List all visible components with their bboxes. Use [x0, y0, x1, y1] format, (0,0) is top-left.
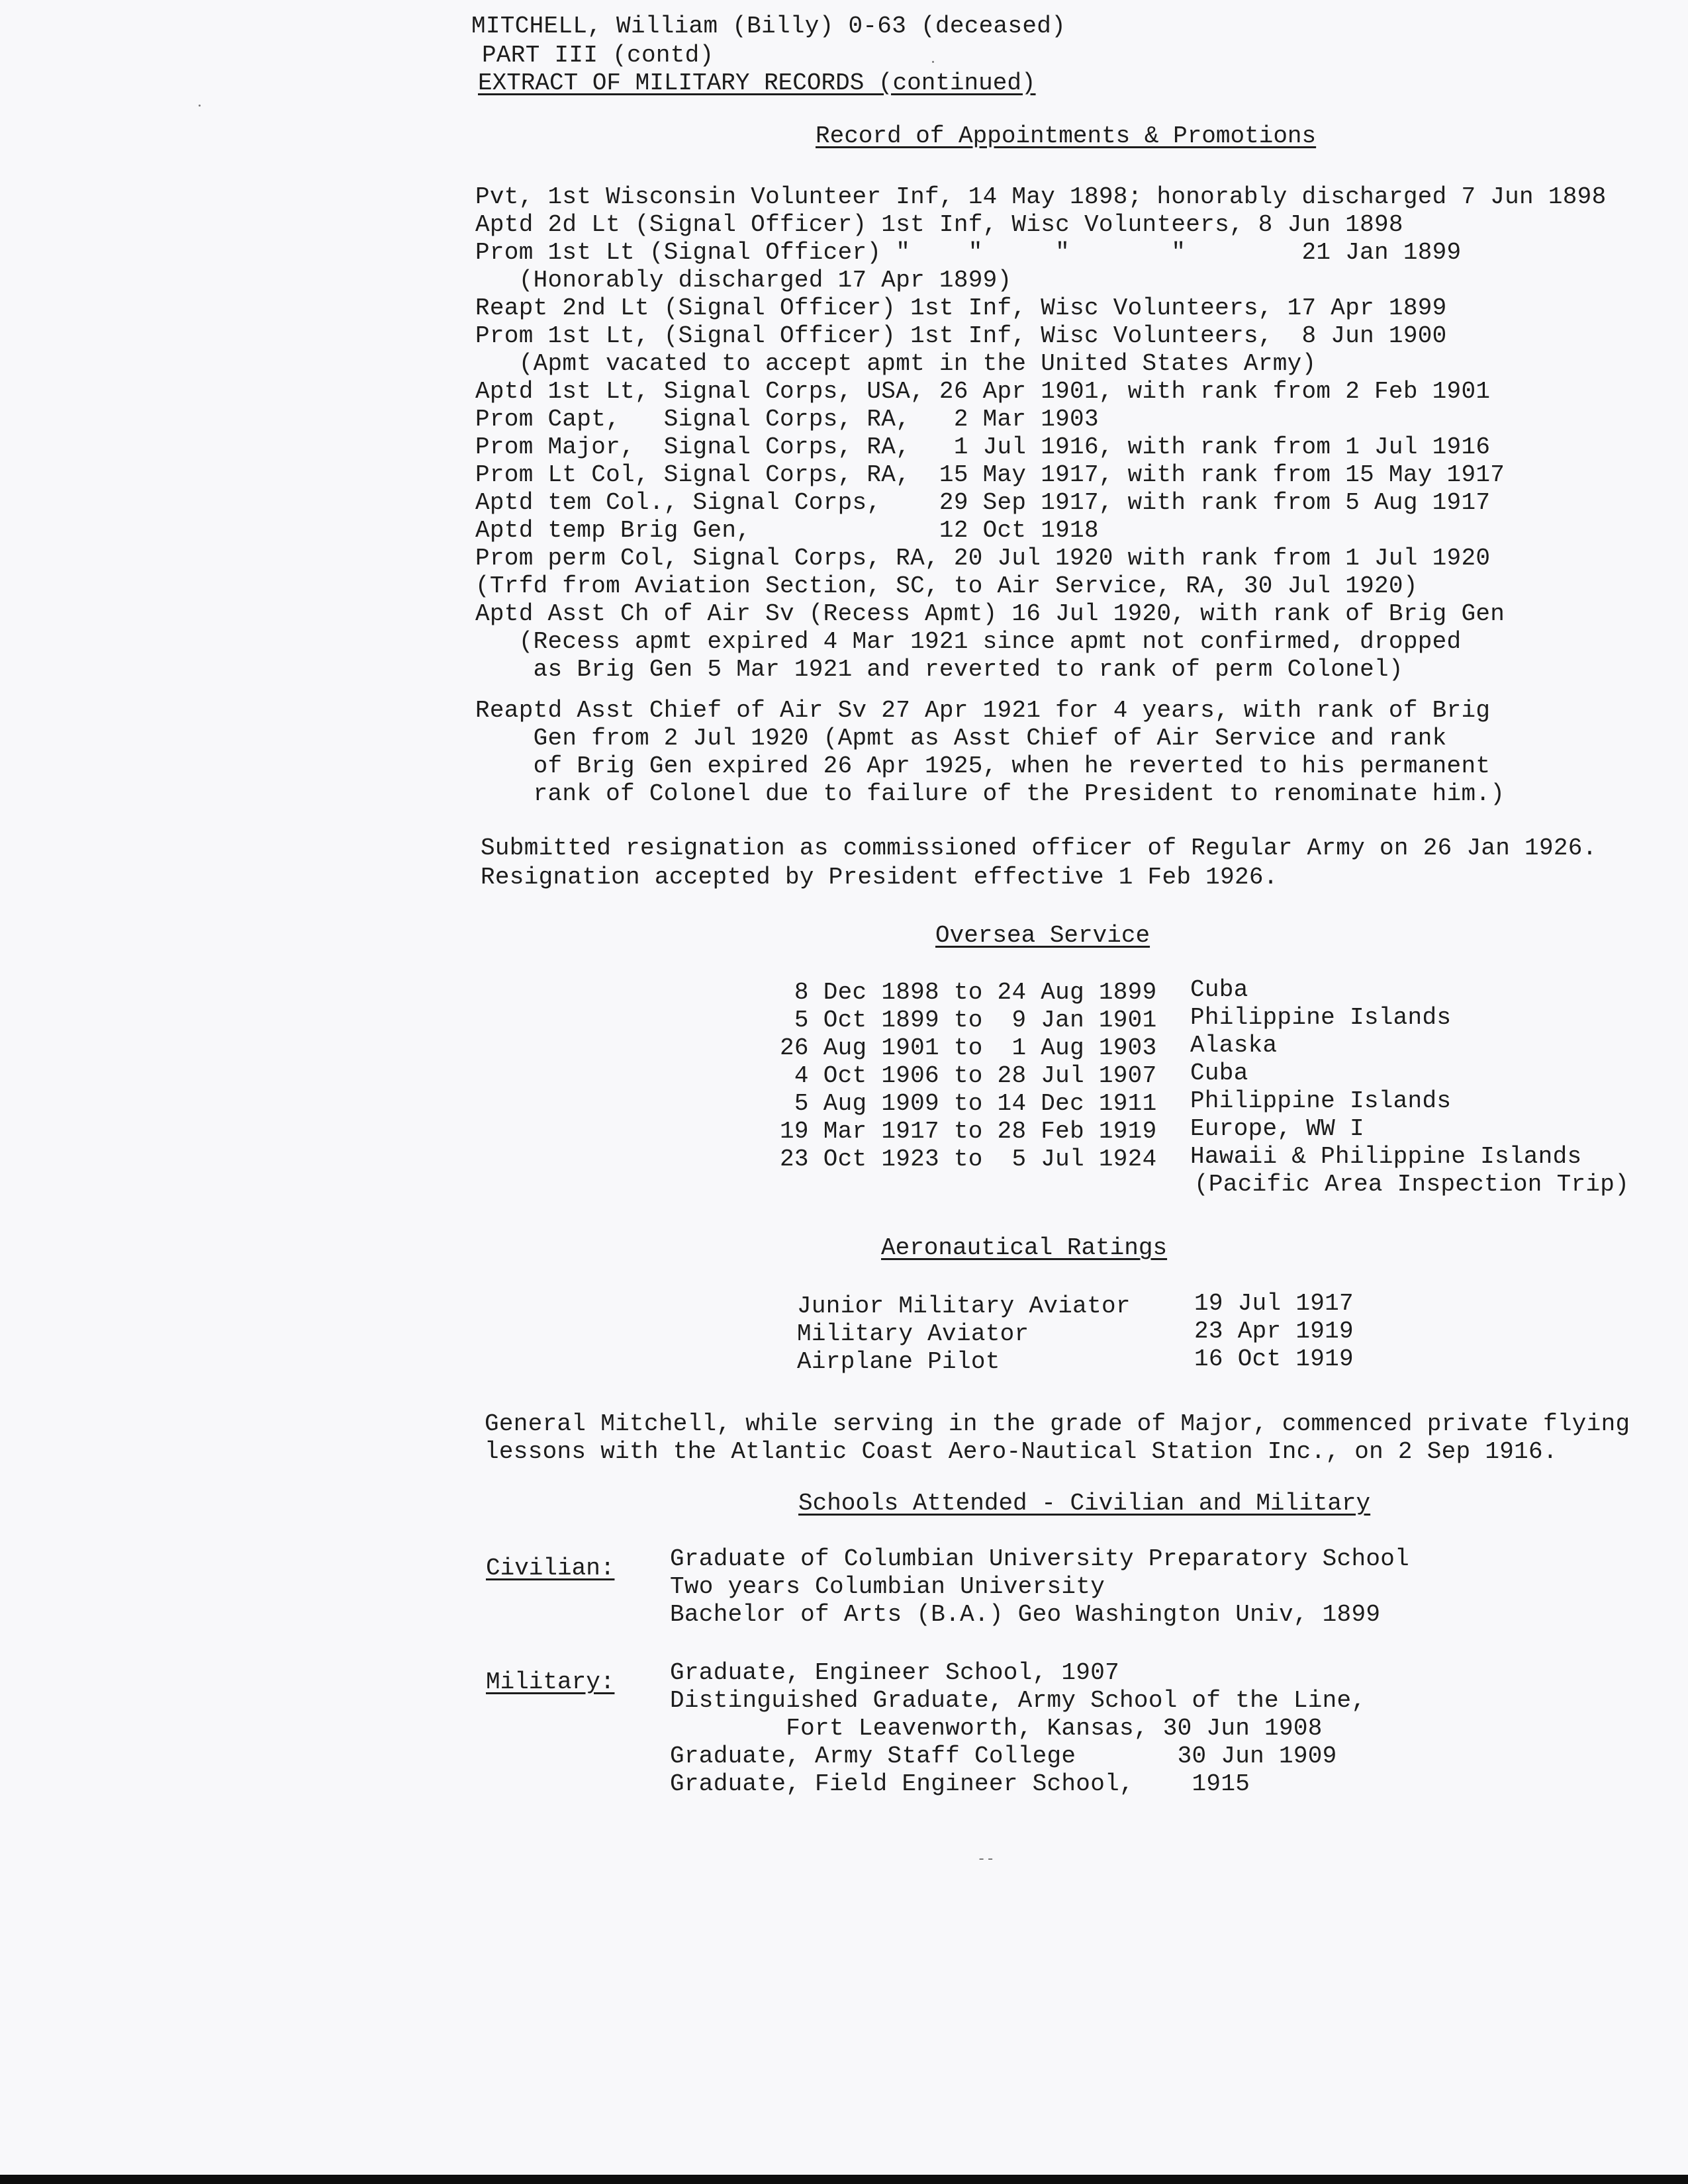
appointment-line: Prom Lt Col, Signal Corps, RA, 15 May 1917, with rank from 15 May 1917 — [475, 461, 1505, 488]
oversea-place: Alaska — [1190, 1032, 1278, 1059]
appointment-line: Prom Major, Signal Corps, RA, 1 Jul 1916, with rank from 1 Jul 1916 — [475, 433, 1491, 461]
extract-title: EXTRACT OF MILITARY RECORDS (continued) — [478, 69, 1036, 97]
flying-line: lessons with the Atlantic Coast Aero-Nautical Station Inc., on 2 Sep 1916. — [485, 1438, 1558, 1465]
appointment-line: Aptd temp Brig Gen, 12 Oct 1918 — [475, 517, 1099, 544]
scan-bottom-edge — [0, 2175, 1688, 2184]
rating-name: Military Aviator — [797, 1320, 1029, 1347]
scan-speck — [199, 105, 201, 107]
record-name-line: MITCHELL, William (Billy) 0-63 (deceased) — [471, 13, 1066, 40]
rating-date: 19 Jul 1917 — [1194, 1290, 1354, 1317]
appointment-line: (Recess apmt expired 4 Mar 1921 since apmt not confirmed, dropped — [475, 628, 1462, 655]
appointment-line: of Brig Gen expired 26 Apr 1925, when he reverted to his permanent — [475, 752, 1491, 780]
oversea-dates: 5 Oct 1899 to 9 Jan 1901 — [780, 1007, 1157, 1034]
oversea-dates: 4 Oct 1906 to 28 Jul 1907 — [780, 1062, 1157, 1089]
oversea-dates: 8 Dec 1898 to 24 Aug 1899 — [780, 979, 1157, 1006]
scan-speck — [932, 61, 934, 63]
oversea-place: Philippine Islands — [1190, 1087, 1452, 1115]
ratings-heading: Aeronautical Ratings — [881, 1234, 1168, 1261]
appointment-line: Aptd 2d Lt (Signal Officer) 1st Inf, Wisc Volunteers, 8 Jun 1898 — [475, 211, 1403, 238]
resignation-line: Resignation accepted by President effective 1 Feb 1926. — [481, 864, 1278, 891]
page-footer-mark: -- — [977, 1851, 996, 1868]
military-school: Fort Leavenworth, Kansas, 30 Jun 1908 — [670, 1715, 1323, 1742]
appointment-line: Prom perm Col, Signal Corps, RA, 20 Jul 1920 with rank from 1 Jul 1920 — [475, 545, 1491, 572]
oversea-place: Philippine Islands — [1190, 1004, 1452, 1031]
civilian-school: Graduate of Columbian University Preparatory School — [670, 1545, 1410, 1572]
oversea-heading: Oversea Service — [935, 922, 1150, 949]
appointment-line: rank of Colonel due to failure of the President to renominate him.) — [475, 780, 1505, 807]
schools-heading: Schools Attended - Civilian and Military — [798, 1490, 1371, 1517]
civilian-school: Bachelor of Arts (B.A.) Geo Washington Univ, 1899 — [670, 1601, 1381, 1628]
military-school: Distinguished Graduate, Army School of the Line, — [670, 1687, 1366, 1714]
oversea-place: Europe, WW I — [1190, 1115, 1364, 1142]
appointment-line: (Honorably discharged 17 Apr 1899) — [475, 267, 1012, 294]
appointment-line: Reapt 2nd Lt (Signal Officer) 1st Inf, Wisc Volunteers, 17 Apr 1899 — [475, 295, 1447, 322]
oversea-place: Hawaii & Philippine Islands — [1190, 1143, 1582, 1170]
oversea-dates: 5 Aug 1909 to 14 Dec 1911 — [780, 1090, 1157, 1117]
civilian-label: Civilian: — [486, 1555, 615, 1582]
rating-name: Airplane Pilot — [797, 1348, 1000, 1375]
appointment-line: (Trfd from Aviation Section, SC, to Air Service, RA, 30 Jul 1920) — [475, 572, 1418, 600]
resignation-line: Submitted resignation as commissioned officer of Regular Army on 26 Jan 1926. — [481, 835, 1597, 862]
military-label: Military: — [486, 1668, 615, 1696]
oversea-dates: 19 Mar 1917 to 28 Feb 1919 — [780, 1118, 1157, 1145]
rating-name: Junior Military Aviator — [797, 1293, 1131, 1320]
appointment-line: as Brig Gen 5 Mar 1921 and reverted to rank of perm Colonel) — [475, 656, 1403, 683]
appointment-line: Aptd 1st Lt, Signal Corps, USA, 26 Apr 1901, with rank from 2 Feb 1901 — [475, 378, 1491, 405]
appointment-line: Pvt, 1st Wisconsin Volunteer Inf, 14 May 1898; honorably discharged 7 Jun 1898 — [475, 183, 1607, 210]
military-school: Graduate, Field Engineer School, 1915 — [670, 1770, 1250, 1797]
rating-date: 23 Apr 1919 — [1194, 1318, 1354, 1345]
appointment-line: Gen from 2 Jul 1920 (Apmt as Asst Chief of Air Service and rank — [475, 725, 1447, 752]
appointment-line: (Apmt vacated to accept apmt in the United States Army) — [475, 350, 1317, 377]
appointment-line: Prom Capt, Signal Corps, RA, 2 Mar 1903 — [475, 406, 1099, 433]
oversea-dates: 23 Oct 1923 to 5 Jul 1924 — [780, 1146, 1157, 1173]
appointment-line: Aptd tem Col., Signal Corps, 29 Sep 1917, with rank from 5 Aug 1917 — [475, 489, 1491, 516]
oversea-note: (Pacific Area Inspection Trip) — [1194, 1171, 1630, 1198]
oversea-place: Cuba — [1190, 1060, 1248, 1087]
oversea-dates: 26 Aug 1901 to 1 Aug 1903 — [780, 1034, 1157, 1062]
part-line: PART III (contd) — [482, 42, 714, 69]
civilian-school: Two years Columbian University — [670, 1573, 1105, 1600]
appointment-line: Reaptd Asst Chief of Air Sv 27 Apr 1921 for 4 years, with rank of Brig — [475, 697, 1491, 724]
rating-date: 16 Oct 1919 — [1194, 1345, 1354, 1373]
military-school: Graduate, Engineer School, 1907 — [670, 1659, 1120, 1686]
military-school: Graduate, Army Staff College 30 Jun 1909 — [670, 1743, 1337, 1770]
oversea-place: Cuba — [1190, 976, 1248, 1003]
appointment-line: Aptd Asst Ch of Air Sv (Recess Apmt) 16 Jul 1920, with rank of Brig Gen — [475, 600, 1505, 627]
flying-line: General Mitchell, while serving in the grade of Major, commenced private flying — [485, 1410, 1630, 1437]
appointment-line: Prom 1st Lt, (Signal Officer) 1st Inf, Wisc Volunteers, 8 Jun 1900 — [475, 322, 1447, 349]
appointments-heading: Record of Appointments & Promotions — [816, 122, 1317, 150]
appointment-line: Prom 1st Lt (Signal Officer) " " " " 21 Jan 1899 — [475, 239, 1462, 266]
